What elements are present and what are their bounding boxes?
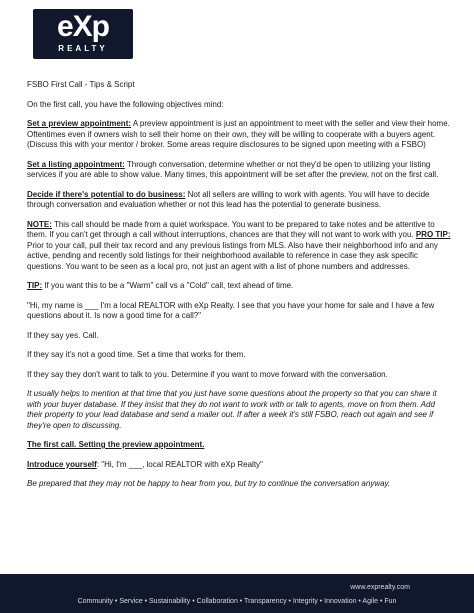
response-not-good-time: If they say it's not a good time. Set a time that works for them. (27, 350, 246, 359)
objective-listing (27, 160, 451, 181)
note-paragraph (27, 220, 451, 273)
objective-label: Decide if there's potential to do business: (27, 189, 186, 199)
protip-label: PRO TIP: (415, 230, 451, 239)
tip-label: TIP: (27, 281, 43, 290)
objective-label: Set a preview appointment: (27, 119, 132, 128)
objective-potential (27, 190, 451, 211)
logo-mark: eXp (56, 10, 110, 43)
italic-tip-text: It usually helps to mention at that time that you just have some questions about the property so that you can share it with your buyer database. If they insist that they do not want to work with or talk to agents, move on from them. Add their property to your lead database and send a mailer out. If after a week it's still FSBO, reach out again and see if they're open to discussing. (27, 389, 437, 430)
footer-url[interactable]: www.exprealty.com (350, 584, 410, 591)
section-heading-text: The first call. Setting the preview appointment. (27, 440, 205, 449)
objective-text: Not all sellers are willing to work with agents. You will have to decide through conversation and evaluation whether or not this lead has the potential to generate business. (27, 189, 430, 209)
tip-text: If you want this to be a "Warm" call vs a "Cold" call, text ahead of time. (42, 281, 294, 290)
note-label: NOTE: (27, 219, 52, 229)
document-body (27, 80, 451, 499)
introduce-label: Introduce yourself (27, 459, 97, 469)
footer-values: Community • Service • Sustainability • Collaboration • Transparency • Integrity • Innovation • Agile • Fun (77, 598, 397, 605)
exp-realty-logo (33, 9, 133, 59)
note-text: This call should be made from a quiet workspace. You want to be prepared to take notes and be attentive to them. If you can't get through a call without interruptions, chances are that they will not want to work with you. (27, 219, 435, 239)
response-dont-want: If they say they don't want to talk to you. Determine if you want to move forward with the conversation. (27, 369, 388, 379)
objective-label: Set a listing appointment: (27, 159, 125, 169)
italic-tip (27, 389, 451, 431)
tip-paragraph (27, 281, 451, 292)
objective-text: A preview appointment is just an appointment to meet with the seller and view their home. Oftentimes even if owners wish to sell their home on their own, they will be willing to cooperate with a buyers agent. (Discuss this with your mentor / broker. Some areas require disclosures to be signed upon meeting with a FSBO) (27, 119, 450, 149)
response-yes: If they say yes. Call. (27, 330, 99, 340)
closing-paragraph (27, 479, 451, 490)
logo-subtitle: REALTY (58, 44, 108, 53)
introduce-text: : "Hi, I'm ___, local REALTOR with eXp Realty" (96, 459, 263, 469)
objective-preview (27, 119, 451, 151)
protip-text: Prior to your call, pull their tax record and any previous listings from MLS. Also have their neighborhood info and any active, pending and recently sold listings for their neighborhood available to reference in case they ask specific questions. You want to be seen as a local pro, not just an agent with a list of phone numbers and addresses. (27, 240, 438, 271)
footer (0, 574, 474, 613)
document-title: FSBO First Call - Tips & Script (27, 80, 135, 89)
intro-text: On the first call, you have the following objectives mind: (27, 99, 224, 109)
closing-text: Be prepared that they may not be happy to hear from you, but try to continue the conversation anyway. (27, 479, 391, 488)
call-script: "Hi, my name is ___ I'm a local REALTOR with eXp Realty. I see that you have your home for sale and I have a few questions about it. Is now a good time for a call?" (27, 300, 435, 320)
header (0, 0, 474, 64)
introduce-paragraph (27, 460, 451, 471)
section-heading (27, 440, 451, 451)
objective-text: Through conversation, determine whether or not they'd be open to utilizing your listing services if you are able to show value. Many times, this appointment will be set after the preview, not on the first call. (27, 159, 439, 179)
